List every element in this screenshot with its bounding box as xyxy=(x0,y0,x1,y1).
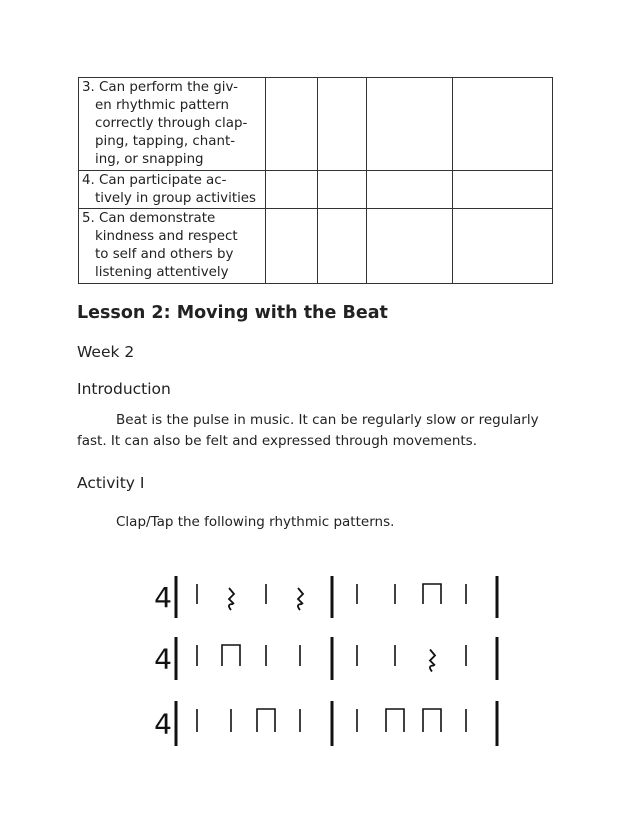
activity-instruction: Clap/Tap the following rhythmic patterns. xyxy=(116,514,395,530)
criterion-text: Can perform the giv- xyxy=(99,80,238,95)
quarter-rest xyxy=(229,588,234,610)
paragraph-line: fast. It can also be felt and expressed through movements. xyxy=(77,433,477,449)
paragraph-line: Beat is the pulse in music. It can be regularly slow or regularly xyxy=(116,412,539,428)
criterion-text: ing, or snapping xyxy=(95,152,204,167)
criterion-text: listening attentively xyxy=(95,265,229,280)
introduction-heading: Introduction xyxy=(77,380,171,398)
criterion-number: 4. xyxy=(82,173,95,188)
criterion-number: 3. xyxy=(82,80,95,95)
criterion-text: tively in group activities xyxy=(95,191,257,206)
quarter-rest xyxy=(430,650,435,672)
criterion-text: ping, tapping, chant- xyxy=(95,134,236,149)
eighth-note-pair xyxy=(386,709,404,732)
lesson-title: Lesson 2: Moving with the Beat xyxy=(77,303,388,323)
eighth-note-pair xyxy=(222,645,240,666)
criterion-text: to self and others by xyxy=(95,247,234,262)
activity-heading: Activity I xyxy=(77,474,145,492)
time-signature: 4 xyxy=(154,707,172,741)
criterion-text: correctly through clap- xyxy=(95,116,248,131)
eighth-note-pair xyxy=(257,709,275,732)
eighth-note-pair xyxy=(423,584,441,604)
week-label: Week 2 xyxy=(77,343,135,361)
time-signature: 4 xyxy=(154,642,172,676)
criterion-number: 5. xyxy=(82,211,95,226)
criterion-text: en rhythmic pattern xyxy=(95,98,229,113)
criterion-text: kindness and respect xyxy=(95,229,238,244)
quarter-rest xyxy=(298,588,303,610)
time-signature: 4 xyxy=(154,581,172,614)
criterion-text: Can demonstrate xyxy=(99,211,216,226)
criterion-text: Can participate ac- xyxy=(99,173,227,188)
eighth-note-pair xyxy=(423,709,441,732)
